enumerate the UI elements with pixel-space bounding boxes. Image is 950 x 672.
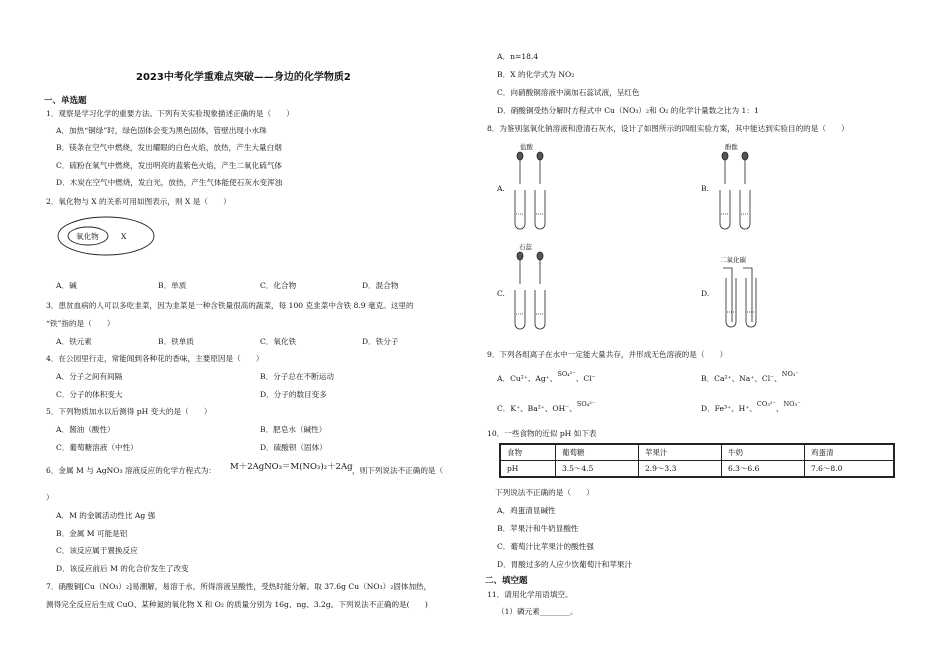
q2-option-d: D．混合物 bbox=[362, 281, 399, 290]
q8-apparatus-a bbox=[511, 152, 551, 232]
q9-option-c bbox=[497, 400, 596, 413]
q3-stem-line1: 3．患贫血病的人可以多吃韭菜，因为韭菜是一种含铁量很高的蔬菜，每 100 克韭菜中含铁 8.9 毫克。这里的 bbox=[46, 301, 414, 310]
q9-option-b-text: B．Ca²⁺、Na⁺、Cl⁻、 bbox=[701, 374, 782, 383]
q8-apparatus-d bbox=[716, 264, 766, 334]
q5-option-a: A．酱油（酸性） bbox=[56, 425, 115, 434]
q5-option-b: B．肥皂水（碱性） bbox=[260, 425, 327, 434]
q2-option-b: B．单质 bbox=[158, 281, 187, 290]
q7-option-d: D．硝酸铜受热分解时方程式中 Cu（NO₃）₂和 O₂ 的化学计量数之比为 1：1 bbox=[497, 106, 759, 115]
table-header-cell: 牛奶 bbox=[722, 444, 805, 461]
q9-option-b bbox=[701, 370, 799, 383]
q4-option-b: B．分子总在不断运动 bbox=[260, 372, 334, 381]
q6-option-c: C．该反应属于置换反应 bbox=[56, 546, 138, 555]
q6-option-a: A．M 的金属活动性比 Ag 强 bbox=[56, 511, 156, 520]
q2-outer-label: X bbox=[121, 232, 127, 241]
q8-option-d: D. bbox=[701, 289, 710, 298]
q8-option-b: B. bbox=[701, 184, 709, 193]
q9-option-b-ion: NO₃⁻ bbox=[781, 370, 799, 378]
q2-venn-diagram bbox=[58, 216, 158, 256]
page-title: 2023中考化学重难点突破——身边的化学物质2 bbox=[136, 72, 351, 83]
q8-label-hcl: 盐酸 bbox=[520, 143, 533, 151]
q9-option-c-text: C．K⁺、Ba²⁺、OH⁻、 bbox=[497, 404, 577, 413]
q9-option-a-ion: SO₄²⁻ bbox=[557, 370, 576, 378]
q9-stem: 9．下列各组离子在水中一定能大量共存，并形成无色溶液的是（ ） bbox=[487, 350, 728, 359]
q1-option-d: D．木炭在空气中燃烧，发白光，放热，产生气体能使石灰水变浑浊 bbox=[56, 178, 283, 187]
table-cell: 2.9～3.3 bbox=[639, 461, 722, 478]
q6-stem-part1: 6．金属 M 与 AgNO₃ 溶液反应的化学方程式为： bbox=[46, 466, 217, 475]
q7-stem-line1: 7．硝酸铜[Cu（NO₃）₂]易潮解，易溶于水，所得溶液呈酸性，受热时能分解。取 37.6g Cu（NO₃）₂固体加热， bbox=[46, 582, 432, 591]
q2-option-a: A．碱 bbox=[56, 281, 77, 290]
q7-option-c: C．向硝酸铜溶液中滴加石蕊试液，呈红色 bbox=[497, 88, 640, 97]
q10-sub-stem: 下列说法不正确的是（ ） bbox=[495, 488, 594, 497]
table-header-cell: 葡萄糖 bbox=[556, 444, 639, 461]
q4-option-c: C．分子的体积变大 bbox=[56, 390, 123, 399]
q5-option-c: C．葡萄糖溶液（中性） bbox=[56, 443, 138, 452]
table-cell: pH bbox=[500, 461, 556, 478]
q9-option-d-text: D．Fe³⁺、H⁺、 bbox=[701, 404, 757, 413]
q1-option-c: C．硫粉在氧气中燃烧，发出明亮的蓝紫色火焰，产生二氧化硫气体 bbox=[56, 161, 283, 170]
q8-apparatus-c bbox=[511, 252, 551, 332]
table-cell: 7.6～8.0 bbox=[805, 461, 895, 478]
q6-stem-part3: ） bbox=[46, 493, 54, 502]
q6-option-b: B．金属 M 可能是铝 bbox=[56, 529, 128, 538]
q6-option-d: D．该反应前后 M 的化合价发生了改变 bbox=[56, 564, 189, 573]
q2-stem: 2．氧化物与 X 的关系可用如图表示，则 X 是（ ） bbox=[46, 197, 231, 206]
table-header-cell: 鸡蛋清 bbox=[805, 444, 895, 461]
q2-option-c: C．化合物 bbox=[260, 281, 297, 290]
q9-option-d-ion1: CO₃²⁻ bbox=[756, 400, 776, 408]
q8-label-litmus: 石蕊 bbox=[519, 243, 532, 251]
q5-stem: 5．下列物质加水以后测得 pH 变大的是（ ） bbox=[46, 407, 212, 416]
q3-option-a: A．铁元素 bbox=[56, 337, 92, 346]
q10-option-a: A．鸡蛋清显碱性 bbox=[497, 506, 556, 515]
q1-option-a: A．加热“铜绿”时，绿色固体会变为黑色固体，管壁出现小水珠 bbox=[56, 126, 267, 135]
q1-option-b: B．镁条在空气中燃烧，发出耀眼的白色火焰，放热，产生大量白烟 bbox=[56, 143, 282, 152]
q2-inner-label: 氧化物 bbox=[76, 232, 99, 241]
q7-stem-line2: 测得完全反应后生成 CuO、某种氮的氧化物 X 和 O₂ 的质量分别为 16g、ng、3.2g。下列说法不正确的是( ) bbox=[46, 600, 428, 609]
q8-option-a: A. bbox=[497, 184, 505, 193]
q9-option-a bbox=[497, 370, 596, 383]
q6-stem-part2: ，则下列说法不正确的是（ bbox=[352, 466, 444, 475]
q3-stem-line2: “铁”指的是（ ） bbox=[46, 319, 115, 328]
q3-option-d: D．铁分子 bbox=[362, 337, 399, 346]
q7-option-a: A．n=18.4 bbox=[497, 52, 539, 61]
q8-option-c: C. bbox=[497, 289, 505, 298]
table-header-cell: 食物 bbox=[500, 444, 556, 461]
section-single-choice: 一、单选题 bbox=[44, 96, 87, 106]
table-row bbox=[500, 461, 894, 478]
table-cell: 6.3～6.6 bbox=[722, 461, 805, 478]
q8-apparatus-b bbox=[716, 152, 756, 232]
section-fill-in: 二、填空题 bbox=[485, 576, 528, 586]
q11-stem: 11．请用化学用语填空。 bbox=[487, 590, 573, 599]
q7-option-b: B．X 的化学式为 NO₂ bbox=[497, 70, 575, 79]
q9-option-d bbox=[701, 400, 801, 413]
q4-option-a: A．分子之间有间隔 bbox=[56, 372, 123, 381]
q10-option-d: D．胃酸过多的人应少饮葡萄汁和苹果汁 bbox=[497, 560, 633, 569]
q4-stem: 4．在公园里行走，常能闻到各种花的香味，主要原因是（ ） bbox=[46, 354, 264, 363]
table-row bbox=[500, 444, 894, 461]
q8-label-co2: 二氧化碳 bbox=[720, 256, 746, 264]
q6-equation: M＋2AgNO₃＝M(NO₃)₂＋2Ag bbox=[230, 462, 353, 472]
q8-label-phenolphthalein: 酚酞 bbox=[725, 143, 738, 151]
q10-option-b: B．苹果汁和牛奶显酸性 bbox=[497, 524, 579, 533]
q9-option-c-ion: SO₄²⁻ bbox=[576, 400, 596, 408]
table-header-cell: 苹果汁 bbox=[639, 444, 722, 461]
q9-option-d-sep: 、 bbox=[775, 404, 784, 413]
q4-option-d: D．分子的数目变多 bbox=[260, 390, 327, 399]
q1-stem: 1．观察是学习化学的重要方法。下列有关实验现象描述正确的是（ ） bbox=[46, 109, 294, 118]
q5-option-d: D．硫酸钡（固体） bbox=[260, 443, 327, 452]
q3-option-c: C．氧化铁 bbox=[260, 337, 297, 346]
q10-ph-table bbox=[499, 443, 895, 478]
q9-option-a-end: 、Cl⁻ bbox=[575, 374, 596, 383]
q11-part1: （1）磷元素________。 bbox=[497, 607, 578, 616]
q10-option-c: C．葡萄汁比苹果汁的酸性强 bbox=[497, 542, 594, 551]
q9-option-d-ion2: NO₃⁻ bbox=[783, 400, 801, 408]
q8-stem: 8．为鉴别氢氧化钠溶液和澄清石灰水，设计了如图所示的四组实验方案，其中能达到实验目的的是（ ） bbox=[487, 124, 849, 133]
q9-option-a-text: A．Cu²⁺、Ag⁺、 bbox=[497, 374, 558, 383]
q10-stem: 10．一些食物的近似 pH 如下表 bbox=[487, 429, 597, 438]
q3-option-b: B．铁单质 bbox=[158, 337, 194, 346]
table-cell: 3.5～4.5 bbox=[556, 461, 639, 478]
